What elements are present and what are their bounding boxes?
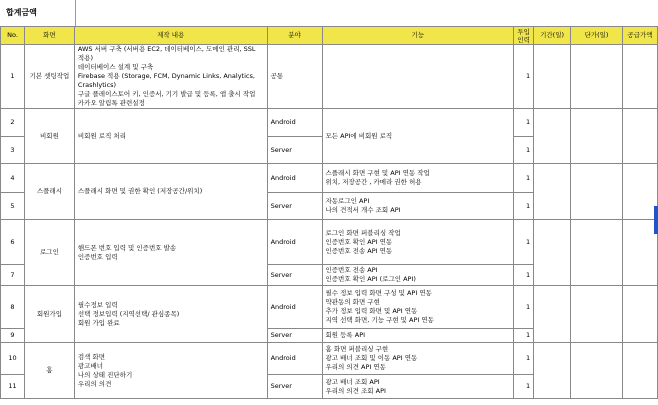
cell-content[interactable]: 검색 화면 광고배너 나의 상태 진단하기 우리의 의견 [74,343,267,399]
cell-function[interactable]: 회원 등록 API [322,329,514,343]
cell-function[interactable]: 필수 정보 입력 화면 구성 및 API 연동 약관동의 화면 구현 추가 정보 입력 화면 및 API 연동 지역 선택 화면, 기능 구현 및 API 연동 [322,286,514,329]
header-staff[interactable]: 투입 인력 [514,27,534,45]
cell-staff[interactable]: 1 [514,286,534,329]
cell-staff[interactable]: 1 [514,193,534,220]
cell-no[interactable]: 8 [1,286,25,329]
cell-staff[interactable]: 1 [514,45,534,109]
header-period[interactable]: 기간(일) [534,27,571,45]
cell-unit-price[interactable] [571,164,623,220]
header-field[interactable]: 분야 [267,27,322,45]
header-screen[interactable]: 화면 [24,27,74,45]
cell-field[interactable]: Android [267,286,322,329]
cell-no[interactable]: 7 [1,265,25,286]
selection-edge-marker [654,206,658,234]
cell-field[interactable]: Android [267,109,322,137]
cell-period[interactable] [534,220,571,286]
estimate-table [0,26,658,399]
cell-field[interactable]: Server [267,265,322,286]
cell-field[interactable]: Server [267,193,322,220]
cell-period[interactable] [534,286,571,343]
header-row [1,27,658,45]
table-row [1,220,658,265]
cell-screen[interactable]: 회원가입 [24,286,74,343]
cell-supply-price[interactable] [622,286,657,343]
cell-screen[interactable]: 스플래시 [24,164,74,220]
cell-function[interactable]: 홈 화면 퍼블리싱 구현 광고 배너 조회 및 이동 API 연동 우리의 의견 API 연동 [322,343,514,375]
cell-no[interactable]: 1 [1,45,25,109]
cell-no[interactable]: 2 [1,109,25,137]
cell-no[interactable]: 5 [1,193,25,220]
cell-content[interactable]: 핸드폰 번호 입력 및 인증번호 발송 인증번호 입력 [74,220,267,286]
cell-field[interactable]: Server [267,329,322,343]
cell-staff[interactable]: 1 [514,375,534,399]
cell-no[interactable]: 9 [1,329,25,343]
cell-screen[interactable]: 기본 셋팅작업 [24,45,74,109]
cell-function[interactable]: 광고 배너 조회 API 우리의 의견 조회 API [322,375,514,399]
cell-unit-price[interactable] [571,109,623,164]
cell-content[interactable]: 필수정보 입력 선택 정보입력 (지역선택/ 관심종목) 회원 가입 완료 [74,286,267,343]
cell-content[interactable]: 비회원 로직 처리 [74,109,267,164]
cell-field[interactable]: Server [267,137,322,164]
cell-staff[interactable]: 1 [514,164,534,193]
cell-no[interactable]: 6 [1,220,25,265]
sheet-title-row [0,0,658,27]
cell-staff[interactable]: 1 [514,109,534,137]
cell-function[interactable] [322,45,514,109]
cell-supply-price[interactable] [622,109,657,164]
cell-no[interactable]: 4 [1,164,25,193]
cell-field[interactable]: 공통 [267,45,322,109]
cell-screen[interactable]: 비회원 [24,109,74,164]
cell-supply-price[interactable] [622,45,657,109]
cell-field[interactable]: Android [267,164,322,193]
table-row [1,45,658,109]
cell-unit-price[interactable] [571,343,623,399]
header-content[interactable]: 제작 내용 [74,27,267,45]
header-no[interactable]: No. [1,27,25,45]
cell-field[interactable]: Android [267,220,322,265]
cell-no[interactable]: 11 [1,375,25,399]
cell-staff[interactable]: 1 [514,343,534,375]
cell-field[interactable]: Server [267,375,322,399]
table-row [1,164,658,193]
cell-screen[interactable]: 홈 [24,343,74,399]
cell-period[interactable] [534,164,571,220]
cell-function[interactable]: 모든 API에 비회원 로직 [322,109,514,164]
title-divider [75,0,76,26]
cell-period[interactable] [534,343,571,399]
cell-screen[interactable]: 로그인 [24,220,74,286]
cell-supply-price[interactable] [622,343,657,399]
cell-staff[interactable]: 1 [514,137,534,164]
cell-content[interactable]: 스플래시 화면 및 권한 확인 (저장공간/위치) [74,164,267,220]
cell-staff[interactable]: 1 [514,329,534,343]
cell-supply-price[interactable] [622,220,657,286]
table-row [1,109,658,137]
cell-no[interactable]: 3 [1,137,25,164]
cell-function[interactable]: 자동로그인 API 나의 견적서 개수 조회 API [322,193,514,220]
cell-function[interactable]: 인증번호 전송 API 인증번호 확인 API (로그인 API) [322,265,514,286]
cell-unit-price[interactable] [571,286,623,343]
table-row [1,343,658,375]
cell-function[interactable]: 로그인 화면 퍼블리싱 작업 인증번호 확인 API 연동 인증번호 전송 API 연동 [322,220,514,265]
cell-period[interactable] [534,109,571,164]
sheet-title[interactable]: 합계금액 [6,8,37,17]
cell-period[interactable] [534,45,571,109]
header-function[interactable]: 기능 [322,27,514,45]
cell-field[interactable]: Android [267,343,322,375]
header-supply-price[interactable]: 공급가액 [622,27,657,45]
table-row [1,286,658,329]
header-unit-price[interactable]: 단가(일) [571,27,623,45]
cell-unit-price[interactable] [571,45,623,109]
cell-no[interactable]: 10 [1,343,25,375]
cell-function[interactable]: 스플래시 화면 구현 및 API 연동 작업 위치, 저장공간 , 카메라 권한 허용 [322,164,514,193]
cell-supply-price[interactable] [622,164,657,220]
cell-staff[interactable]: 1 [514,220,534,265]
cell-staff[interactable]: 1 [514,265,534,286]
cell-content[interactable]: AWS 서버 구축 (서버용 EC2, 데이터베이스, 도메인 관리, SSL 적용) 데이터베이스 설계 및 구축 Firebase 적용 (Storage, FCM, Dynamic Links, Analytics, Crashlytics) 구글 플레이스토어 키, 인증서, 기기 발급 및 등록, 앱 출시 작업 카카오 알림톡 관련설정 [74,45,267,109]
cell-unit-price[interactable] [571,220,623,286]
